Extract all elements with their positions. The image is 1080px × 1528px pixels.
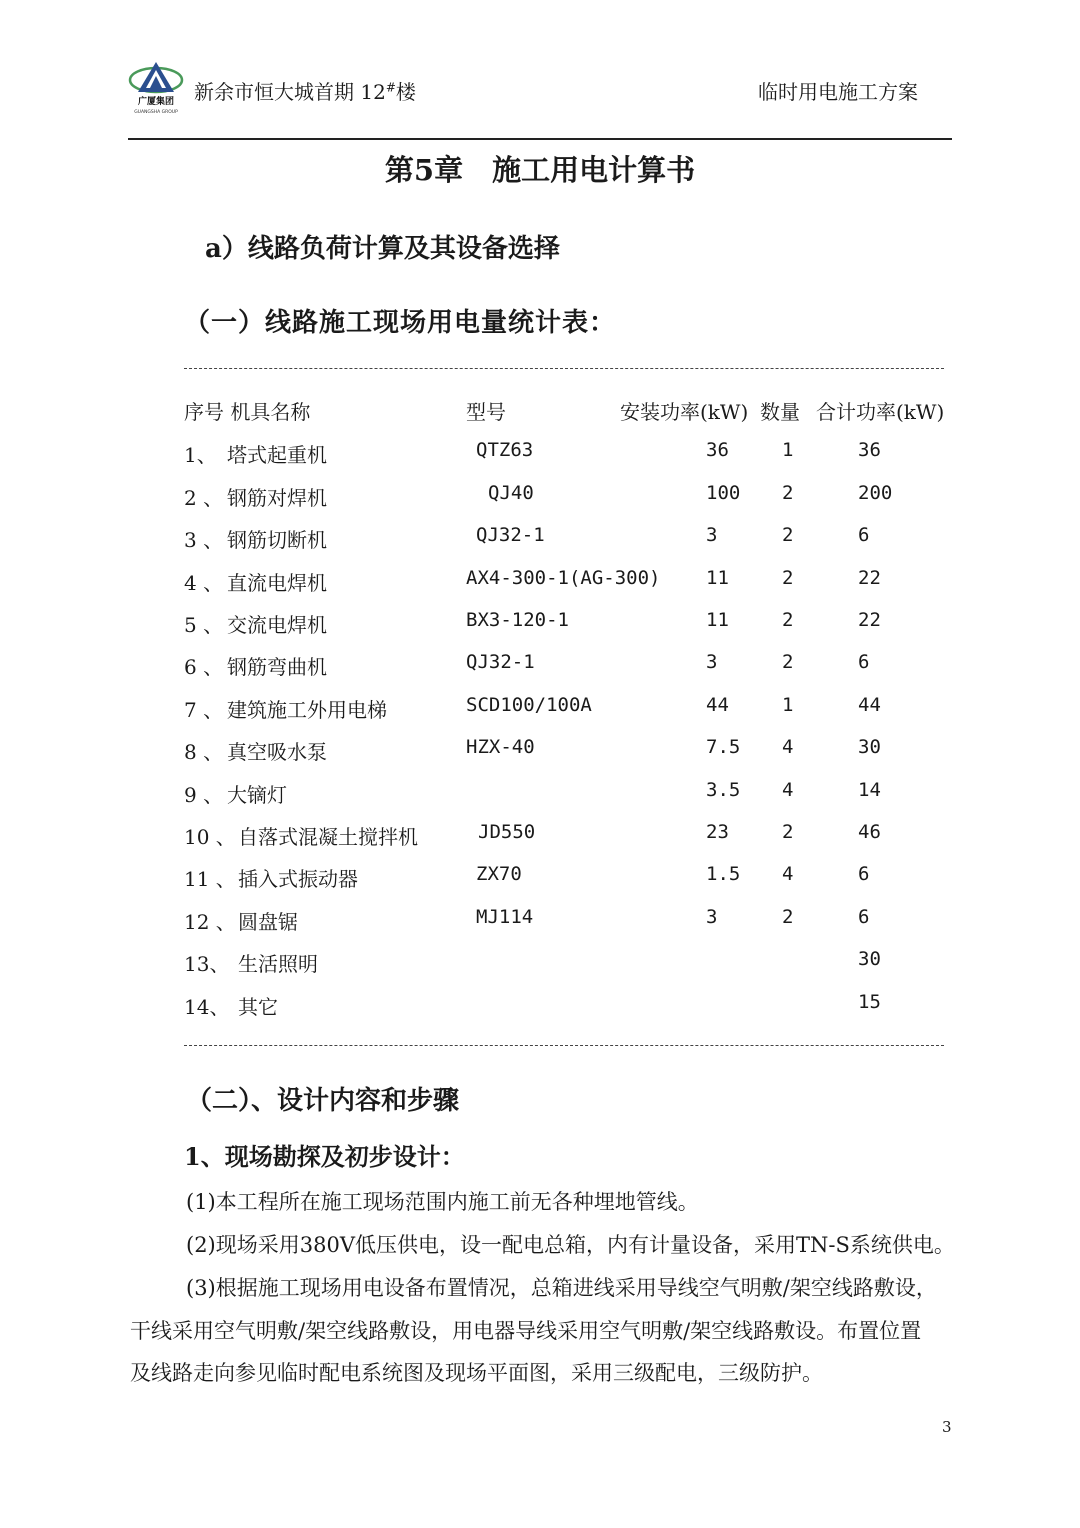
row-total: 200 bbox=[858, 482, 893, 504]
row-no: 6 、 bbox=[184, 655, 224, 679]
section-a-heading: a）线路负荷计算及其设备选择 bbox=[205, 234, 560, 264]
row-total: 36 bbox=[858, 439, 881, 461]
row-power: 23 bbox=[706, 821, 729, 843]
row-model: JD550 bbox=[478, 821, 536, 843]
row-qty: 1 bbox=[782, 694, 794, 716]
row-model: QTZ63 bbox=[476, 439, 534, 461]
row-qty: 2 bbox=[782, 821, 794, 843]
row-total: 6 bbox=[858, 651, 870, 673]
table-row bbox=[0, 991, 1080, 1021]
row-model: QJ32-1 bbox=[476, 524, 545, 546]
row-total: 14 bbox=[858, 779, 881, 801]
table-row bbox=[0, 439, 1080, 469]
section-1-heading: （一）线路施工现场用电量统计表： bbox=[184, 308, 617, 338]
row-total: 6 bbox=[858, 863, 870, 885]
row-model: AX4-300-1(AG-300) bbox=[466, 567, 661, 589]
row-no: 3 、 bbox=[184, 528, 224, 552]
table-row bbox=[0, 779, 1080, 809]
row-no: 9 、 bbox=[184, 783, 224, 807]
row-qty: 2 bbox=[782, 524, 794, 546]
row-power: 11 bbox=[706, 609, 729, 631]
page-number: 3 bbox=[942, 1418, 952, 1436]
row-total: 15 bbox=[858, 991, 881, 1013]
table-bottom-divider bbox=[184, 1045, 944, 1046]
company-logo bbox=[128, 58, 184, 116]
row-power: 100 bbox=[706, 482, 741, 504]
row-power: 3 bbox=[706, 906, 718, 928]
table-row bbox=[0, 906, 1080, 936]
row-total: 30 bbox=[858, 736, 881, 758]
section-2-heading: （二）、设计内容和步骤 bbox=[186, 1086, 460, 1116]
row-qty: 1 bbox=[782, 439, 794, 461]
row-name: 交流电焊机 bbox=[227, 613, 327, 637]
row-total: 30 bbox=[858, 948, 881, 970]
row-model: QJ40 bbox=[488, 482, 534, 504]
row-name: 钢筋切断机 bbox=[227, 528, 327, 552]
row-total: 44 bbox=[858, 694, 881, 716]
col-header-power: 安装功率(kW) bbox=[620, 400, 749, 424]
row-model: BX3-120-1 bbox=[466, 609, 569, 631]
row-name: 建筑施工外用电梯 bbox=[227, 698, 387, 722]
row-name: 自落式混凝土搅拌机 bbox=[238, 825, 418, 849]
row-name: 其它 bbox=[238, 995, 278, 1019]
row-no: 5 、 bbox=[184, 613, 224, 637]
row-total: 22 bbox=[858, 567, 881, 589]
row-no: 10 、 bbox=[184, 825, 236, 849]
col-header-total: 合计功率(kW) bbox=[816, 400, 945, 424]
row-no: 12 、 bbox=[184, 910, 236, 934]
row-power: 3 bbox=[706, 651, 718, 673]
header-project-name: 新余市恒大城首期 12#楼 bbox=[194, 80, 416, 104]
table-row bbox=[0, 694, 1080, 724]
paragraph-3-line-2: 干线采用空气明敷/架空线路敷设，用电器导线采用空气明敷/架空线路敷设。布置位置 bbox=[130, 1319, 922, 1343]
row-name: 直流电焊机 bbox=[227, 571, 327, 595]
row-model: MJ114 bbox=[476, 906, 534, 928]
table-row bbox=[0, 567, 1080, 597]
table-row bbox=[0, 821, 1080, 851]
row-model: HZX-40 bbox=[466, 736, 535, 758]
row-power: 3.5 bbox=[706, 779, 741, 801]
row-qty: 2 bbox=[782, 609, 794, 631]
row-model: SCD100/100A bbox=[466, 694, 592, 716]
row-no: 2 、 bbox=[184, 486, 224, 510]
table-row bbox=[0, 736, 1080, 766]
row-no: 14、 bbox=[184, 995, 230, 1019]
table-row bbox=[0, 651, 1080, 681]
row-no: 11 、 bbox=[184, 867, 236, 891]
col-header-model: 型号 bbox=[466, 400, 506, 424]
col-header-qty: 数量 bbox=[760, 400, 800, 424]
row-total: 6 bbox=[858, 524, 870, 546]
row-qty: 4 bbox=[782, 863, 794, 885]
svg-text:GUANGSHA GROUP: GUANGSHA GROUP bbox=[134, 110, 178, 115]
row-name: 真空吸水泵 bbox=[227, 740, 327, 764]
row-qty: 4 bbox=[782, 779, 794, 801]
row-power: 3 bbox=[706, 524, 718, 546]
row-power: 11 bbox=[706, 567, 729, 589]
row-no: 13、 bbox=[184, 952, 230, 976]
row-power: 1.5 bbox=[706, 863, 741, 885]
table-row bbox=[0, 609, 1080, 639]
row-name: 圆盘锯 bbox=[238, 910, 298, 934]
table-row bbox=[0, 482, 1080, 512]
row-name: 生活照明 bbox=[238, 952, 318, 976]
paragraph-3-line-3: 及线路走向参见临时配电系统图及现场平面图，采用三级配电，三级防护。 bbox=[130, 1361, 823, 1385]
row-name: 钢筋对焊机 bbox=[227, 486, 327, 510]
row-power: 44 bbox=[706, 694, 729, 716]
header-document-title: 临时用电施工方案 bbox=[758, 80, 918, 104]
row-total: 22 bbox=[858, 609, 881, 631]
header-divider bbox=[128, 138, 952, 140]
row-name: 插入式振动器 bbox=[238, 867, 358, 891]
svg-text:广厦集团: 广厦集团 bbox=[137, 97, 175, 107]
table-row bbox=[0, 948, 1080, 978]
row-power: 7.5 bbox=[706, 736, 741, 758]
row-total: 46 bbox=[858, 821, 881, 843]
row-no: 1、 bbox=[184, 443, 217, 467]
row-name: 钢筋弯曲机 bbox=[227, 655, 327, 679]
row-no: 8 、 bbox=[184, 740, 224, 764]
row-name: 大镝灯 bbox=[227, 783, 287, 807]
table-row bbox=[0, 863, 1080, 893]
row-no: 4 、 bbox=[184, 571, 224, 595]
paragraph-3-line-1: (3)根据施工现场用电设备布置情况，总箱进线采用导线空气明敷/架空线路敷设， bbox=[186, 1276, 937, 1300]
paragraph-2: (2)现场采用380V低压供电，设一配电总箱，内有计量设备，采用TN-S系统供电。 bbox=[186, 1233, 955, 1257]
col-header-no-name: 序号 机具名称 bbox=[184, 400, 311, 424]
row-qty: 2 bbox=[782, 906, 794, 928]
row-qty: 4 bbox=[782, 736, 794, 758]
row-name: 塔式起重机 bbox=[227, 443, 327, 467]
row-qty: 2 bbox=[782, 567, 794, 589]
row-total: 6 bbox=[858, 906, 870, 928]
row-no: 7 、 bbox=[184, 698, 224, 722]
row-model: QJ32-1 bbox=[466, 651, 535, 673]
row-model: ZX70 bbox=[476, 863, 522, 885]
row-power: 36 bbox=[706, 439, 729, 461]
row-qty: 2 bbox=[782, 651, 794, 673]
row-qty: 2 bbox=[782, 482, 794, 504]
table-top-divider bbox=[184, 368, 944, 369]
chapter-title: 第5章 施工用电计算书 bbox=[384, 153, 696, 187]
table-row bbox=[0, 524, 1080, 554]
paragraph-1: (1)本工程所在施工现场范围内施工前无各种埋地管线。 bbox=[186, 1190, 699, 1214]
step-1-heading: 1、现场勘探及初步设计： bbox=[184, 1142, 465, 1171]
